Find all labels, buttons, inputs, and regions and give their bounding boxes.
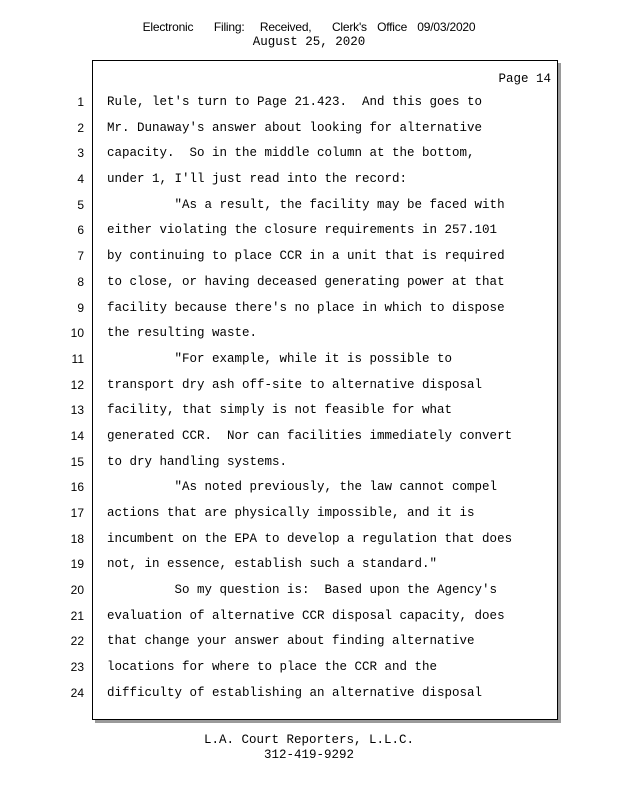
transcript-line: facility, that simply is not feasible for what <box>107 403 453 418</box>
line-number: 18 <box>70 531 84 546</box>
transcript-line: "As a result, the facility may be faced with <box>107 197 505 212</box>
line-number: 12 <box>70 377 84 392</box>
line-number: 9 <box>77 300 84 315</box>
transcript-line: locations for where to place the CCR and the <box>107 660 438 675</box>
transcript-line: Mr. Dunaway's answer about looking for alternative <box>107 120 483 135</box>
transcript-line: not, in essence, establish such a standard." <box>107 557 438 572</box>
line-number: 22 <box>70 634 84 649</box>
transcript-line: to close, or having deceased generating power at that <box>107 274 505 289</box>
line-number: 8 <box>77 274 84 289</box>
line-number: 1 <box>77 95 84 109</box>
transcript-text-column <box>107 92 552 709</box>
line-number: 17 <box>70 506 84 520</box>
line-number: 24 <box>70 685 84 700</box>
line-number: 21 <box>70 608 84 623</box>
line-number: 6 <box>77 223 84 238</box>
transcript-line: actions that are physically impossible, and it is <box>107 506 475 520</box>
line-number: 11 <box>71 351 84 366</box>
transcript-line: transport dry ash off-site to alternative disposal <box>107 377 483 392</box>
transcript-line: "As noted previously, the law cannot compel <box>107 480 498 495</box>
filing-stamp: Electronic Filing: Received, Clerk's Office 09/03/2020 <box>142 20 476 34</box>
transcript-line: generated CCR. Nor can facilities immediately convert <box>107 428 513 443</box>
transcript-line: to dry handling systems. <box>107 454 288 469</box>
transcript-line: under 1, I'll just read into the record: <box>107 172 408 187</box>
line-number: 20 <box>70 583 84 598</box>
transcript-line: either violating the closure requirements in 257.101 <box>107 223 498 238</box>
line-number: 15 <box>70 454 84 469</box>
line-number: 2 <box>77 120 84 135</box>
reporter-company: L.A. Court Reporters, L.L.C. <box>203 733 415 747</box>
hearing-date: August 25, 2020 <box>252 35 366 49</box>
line-number: 5 <box>77 197 84 212</box>
line-number: 19 <box>70 557 84 572</box>
transcript-line: evaluation of alternative CCR disposal capacity, does <box>107 608 505 623</box>
reporter-footer <box>0 733 618 763</box>
line-number: 10 <box>70 326 84 341</box>
transcript-line: facility because there's no place in which to dispose <box>107 300 505 315</box>
transcript-line: by continuing to place CCR in a unit that is required <box>107 249 505 264</box>
transcript-line: Rule, let's turn to Page 21.423. And this goes to <box>107 95 483 109</box>
reporter-phone: 312-419-9292 <box>263 748 354 762</box>
line-number: 14 <box>70 428 84 443</box>
transcript-line: "For example, while it is possible to <box>107 351 453 366</box>
line-number: 16 <box>70 480 84 495</box>
page-number: Page 14 <box>498 72 551 86</box>
line-number: 3 <box>77 146 84 161</box>
transcript-line: So my question is: Based upon the Agency's <box>107 583 498 598</box>
transcript-line: that change your answer about finding alternative <box>107 634 475 649</box>
line-number: 7 <box>77 249 84 264</box>
line-number-column <box>68 92 84 709</box>
transcript-line: capacity. So in the middle column at the bottom, <box>107 146 475 161</box>
line-number: 4 <box>77 172 84 187</box>
transcript-line: difficulty of establishing an alternative disposal <box>107 685 483 700</box>
line-number: 23 <box>70 660 84 675</box>
line-number: 13 <box>70 403 84 418</box>
transcript-line: incumbent on the EPA to develop a regulation that does <box>107 531 513 546</box>
transcript-line: the resulting waste. <box>107 326 258 341</box>
